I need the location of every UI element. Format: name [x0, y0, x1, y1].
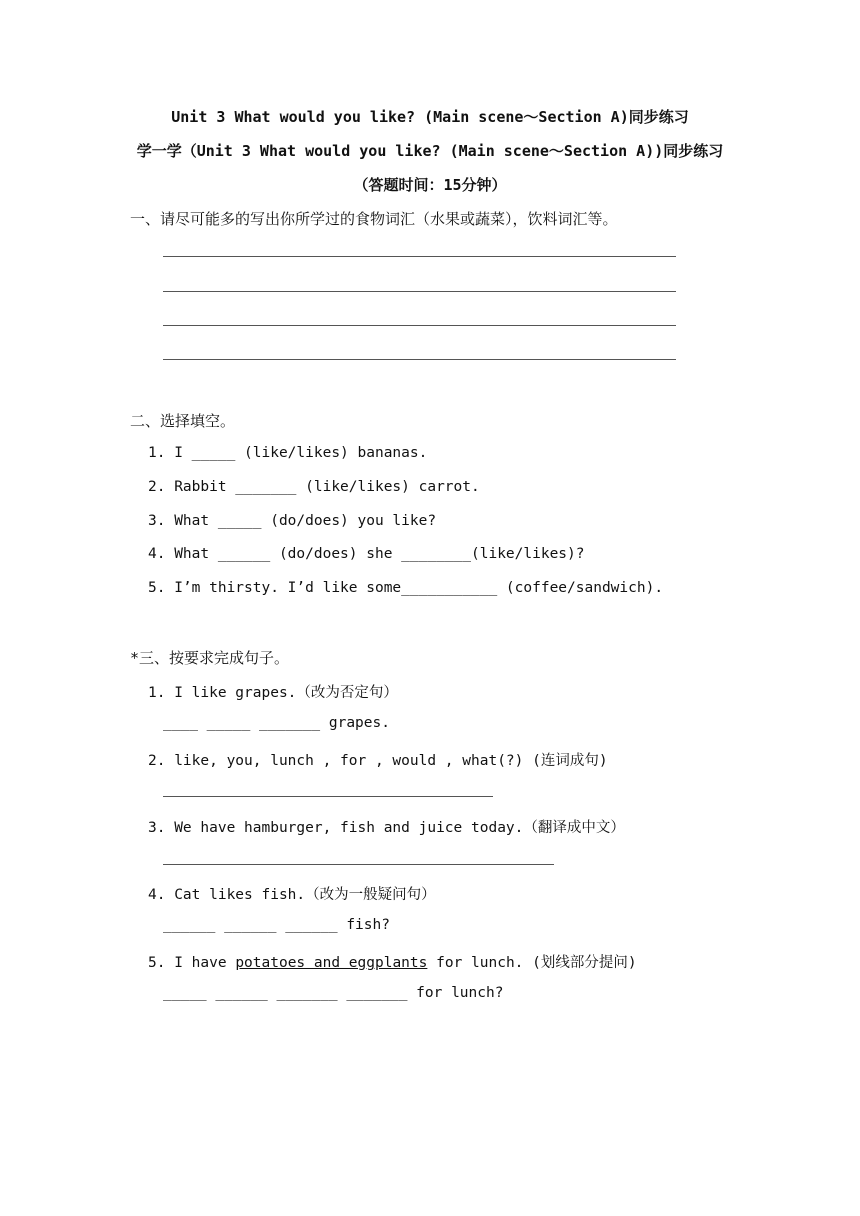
question-item [148, 951, 637, 972]
question-item: 3. What _____ (do/does) you like? [148, 513, 437, 529]
answer-blank: _____ ______ _______ _______ for lunch? [163, 985, 504, 1001]
question-item: 1. I _____ (like/likes) bananas. [148, 445, 428, 461]
question-item: 2. Rabbit _______ (like/likes) carrot. [148, 479, 480, 495]
answer-line [163, 796, 493, 797]
section3-heading: *三、按要求完成句子。 [130, 649, 290, 667]
writing-line [163, 359, 676, 360]
worksheet-subtitle: 学一学（Unit 3 What would you like? (Main scene～Section A))同步练习 [136, 142, 724, 160]
time-limit: （答题时间：15分钟） [353, 176, 507, 194]
worksheet-title: Unit 3 What would you like? (Main scene～Section A)同步练习 [171, 108, 689, 126]
answer-line [163, 864, 554, 865]
underlined-phrase: potatoes and eggplants [235, 955, 428, 971]
question-item: 4. What ______ (do/does) she ________(like/likes)? [148, 546, 585, 562]
question-text: for lunch. (划线部分提问) [427, 955, 637, 971]
writing-line [163, 256, 676, 257]
writing-line [163, 291, 676, 292]
question-item: 5. I’m thirsty. I’d like some___________ (coffee/sandwich). [148, 580, 664, 596]
answer-blank: ______ ______ ______ fish? [163, 917, 390, 933]
answer-blank: ____ _____ _______ grapes. [163, 715, 390, 731]
question-item: 3. We have hamburger, fish and juice today.（翻译成中文） [148, 820, 625, 836]
question-item: 4. Cat likes fish.（改为一般疑问句） [148, 887, 436, 903]
question-text: 5. I have [148, 955, 236, 971]
question-item: 1. I like grapes.（改为否定句） [148, 685, 398, 701]
question-item: 2. like, you, lunch , for , would , what(?) (连词成句) [148, 753, 608, 769]
writing-line [163, 325, 676, 326]
section2-heading: 二、选择填空。 [130, 412, 236, 430]
section1-heading: 一、请尽可能多的写出你所学过的食物词汇（水果或蔬菜），饮料词汇等。 [130, 210, 618, 228]
